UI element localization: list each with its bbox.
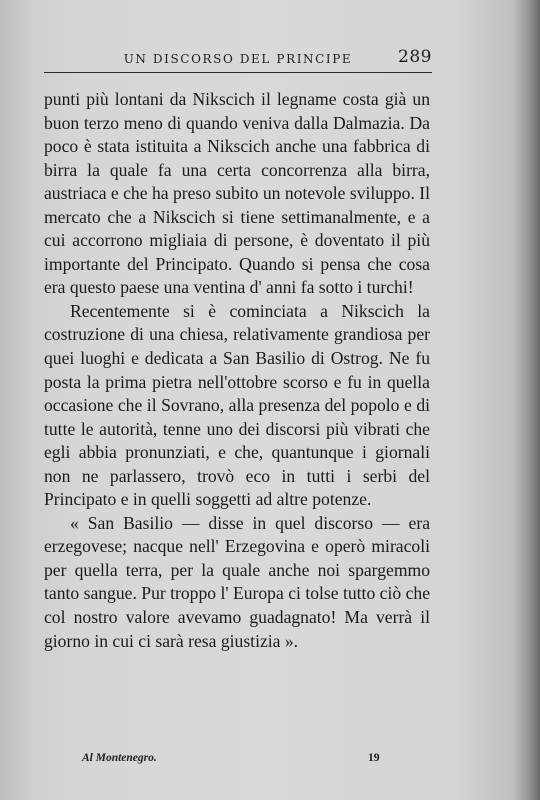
paragraph-speech-quote: « San Basilio — disse in quel discorso — era erzegovese; nacque nell' Erzegovina e operò miracoli per quella terra, per la quale anche noi spargemmo tanto sangue. Pur troppo l' Europa ci tolse tutto ciò che col nostro valore avevamo guadagnato! Ma verrà il giorno in cui ci sarà resa giustizia ».	[44, 512, 430, 651]
page-footer	[44, 752, 432, 772]
signature-mark: Al Montenegro.	[82, 752, 157, 764]
paragraph-church: Recentemente si è cominciata a Nikscich la costruzione di una chiesa, relativamente grandiosa per quei luoghi e dedicata a San Basilio di Ostrog. Ne fu posta la prima pietra nell'ottobre scorso e fu in quella occasione che il Sovrano, alla presenza del popolo e di tutte le autorità, tenne uno dei discorsi più vibrati che egli abbia pronunziati, e che, quantunque i giornali non ne parlassero, trovò eco in tutti i serbi del Principato e in quelli soggetti ad altre potenze.	[44, 300, 430, 510]
page-number: 289	[398, 47, 432, 67]
paragraph-continuation: punti più lontani da Nikscich il legname costa già un buon terzo meno di quando veniva dalla Dalmazia. Da poco è stata istituita a Nikscich anche una fabbrica di birra la quale fa una certa concorrenza alla birra, austriaca e che ha preso subito un notevole sviluppo. Il mercato che a Nikscich si tiene settimanalmente, e a cui accorrono migliaia di persone, è doventato il più importante del Principato. Quando si pensa che cosa era questo paese una ventina d' anni fa sotto i turchi!	[44, 89, 430, 298]
body-text	[44, 88, 430, 653]
header-rule	[44, 72, 432, 73]
running-title: UN DISCORSO DEL PRINCIPE	[123, 52, 353, 66]
sheet-number: 19	[368, 752, 380, 764]
running-head	[44, 44, 432, 74]
